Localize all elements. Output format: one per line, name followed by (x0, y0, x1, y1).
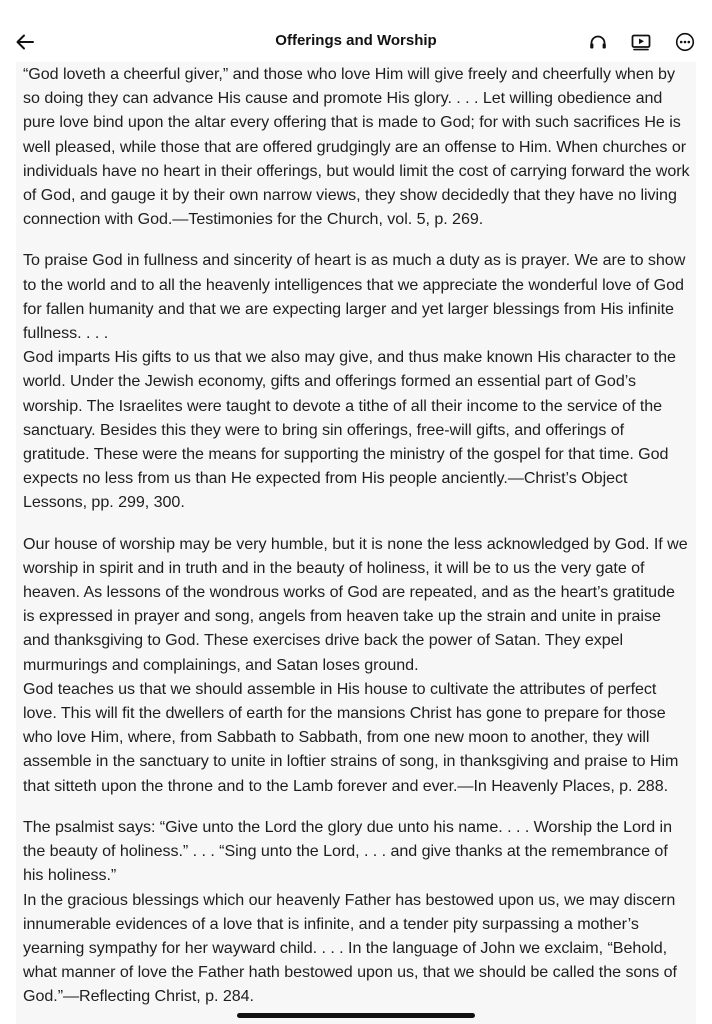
paragraph: Our house of worship may be very humble, but it is none the less acknowledged by God. If we worship in spirit and in truth and in the beauty of holiness, it will be to us the very gate of heaven. As lessons of the wondrous works of God are repeated, and as the heart’s gratitude is expressed in prayer and song, angels from heaven take up the strain and unite in praise and thanksgiving to God. These exercises drive back the power of Satan. They expel murmurings and complainings, and Satan loses ground. (23, 534, 688, 674)
audio-button[interactable] (585, 29, 611, 55)
play-screen-icon (631, 34, 651, 51)
paragraph: The psalmist says: “Give unto the Lord the glory due unto his name. . . . Worship the Lord in the beauty of holiness.” . . . “Sing unto the Lord, . . . and give thanks at the remembrance of his holiness.” (23, 817, 672, 885)
text-block-1 (23, 62, 690, 231)
headphones-icon (589, 34, 607, 50)
reading-pane[interactable] (16, 62, 696, 1024)
paragraph: To praise God in fullness and sincerity of heart is as much a duty as is prayer. We are to show to the world and to all the heavenly intelligences that we appreciate the wonderful love of God for fallen humanity and that we are expecting larger and yet larger blessings from His infinite fullness. . . . (23, 251, 686, 343)
video-button[interactable] (628, 29, 654, 55)
top-bar (0, 0, 712, 62)
paragraph: God imparts His gifts to us that we also may give, and thus make known His character to the world. Under the Jewish economy, gifts and offerings formed an essential part of God’s worship. The Israelites were taught to devote a tithe of all their income to the service of the sanctuary. Besides this they were to bring sin offerings, free-will gifts, and offerings of gratitude. These were the means for supporting the ministry of the gospel for that time. God expects no less from us than He expected from His people anciently.—Christ’s Object Lessons, pp. 299, 300. (23, 348, 676, 512)
text-block-3 (23, 532, 690, 798)
page-title: Offerings and Worship (275, 32, 437, 49)
text-block-4 (23, 815, 690, 1009)
paragraph: God teaches us that we should assemble in His house to cultivate the attributes of perfect love. This will fit the dwellers of earth for the mansions Christ has gone to prepare for those who love Him, where, from Sabbath to Sabbath, from one new moon to another, they will assemble in the sanctuary to unite in loftier strains of song, in thanksgiving and praise to Him that sitteth upon the throne and to the Lamb forever and ever.—In Heavenly Places, p. 288. (23, 679, 679, 795)
more-button[interactable] (672, 29, 698, 55)
text-block-2 (23, 248, 690, 514)
more-horizontal-icon (675, 32, 695, 52)
paragraph: “God loveth a cheerful giver,” and those who love Him will give freely and cheerfully when by so doing they can advance His cause and promote His glory. . . . Let willing obedience and pure love bind upon the altar every offering that is made to God; for with such sacrifices He is well pleased, while those that are offered grudgingly are an offense to Him. When churches or individuals have no heart in their offerings, but would limit the cost of carrying forward the work of God, and gauge it by their own narrow views, they show decidedly that they have no living connection with God.—Testimonies for the Church, vol. 5, p. 269. (23, 65, 690, 229)
home-indicator[interactable] (237, 1013, 475, 1018)
paragraph: In the gracious blessings which our heavenly Father has bestowed upon us, we may discern innumerable evidences of a love that is infinite, and a tender pity surpassing a mother’s yearning sympathy for her wayward child. . . . In the language of John we exclaim, “Behold, what manner of love the Father hath bestowed upon us, that we should be called the sons of God.”—Reflecting Christ, p. 284. (23, 890, 677, 1006)
